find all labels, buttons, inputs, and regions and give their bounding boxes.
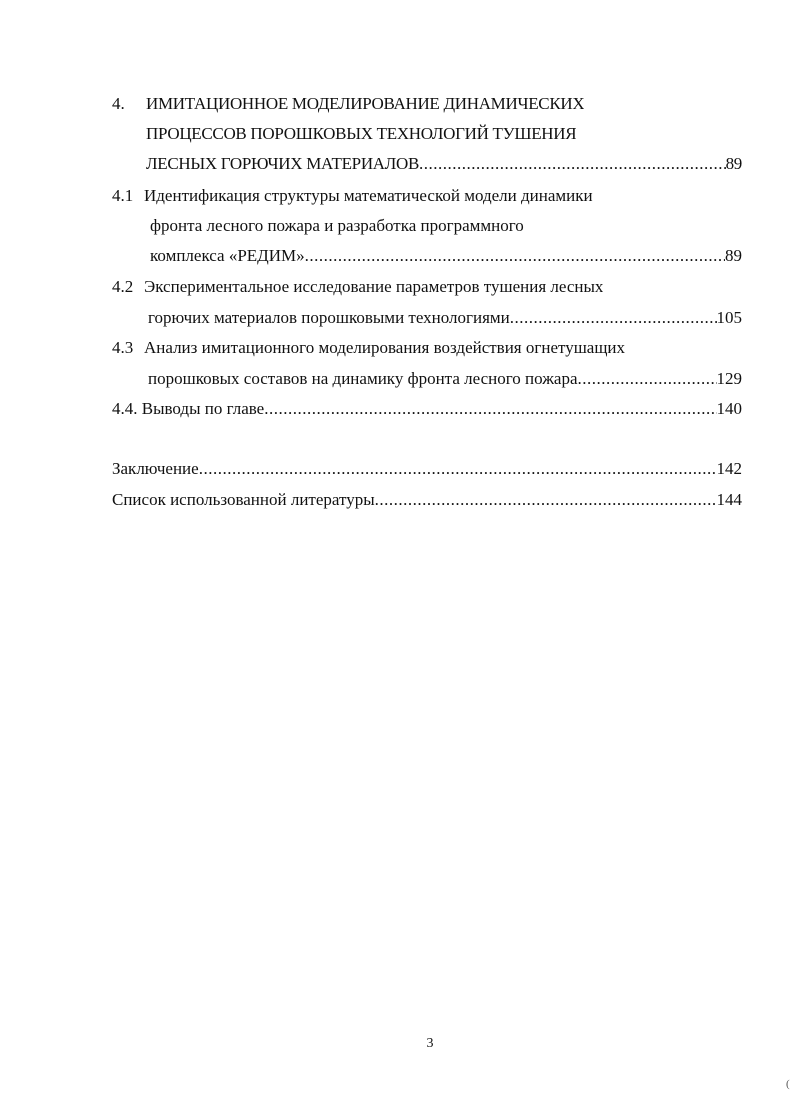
section-4-1-title-line-2 xyxy=(150,216,524,236)
conclusion-leader-dots xyxy=(199,459,717,479)
section-4-1-leader-dots xyxy=(305,246,725,266)
section-4-3-leader-dots xyxy=(578,369,717,389)
section-4-3-entry[interactable] xyxy=(148,369,742,389)
section-4-2-page: 105 xyxy=(716,308,742,327)
section-4-2-leader-dots xyxy=(510,308,717,328)
section-4-1-number-text: 4.1 xyxy=(112,186,134,205)
section-4-1-entry[interactable] xyxy=(150,246,742,266)
section-4-3-title-line-1 xyxy=(144,338,625,358)
section-4-1-page: 89 xyxy=(725,246,742,265)
section-4-3-page: 129 xyxy=(716,369,742,388)
section-4-1-title-line-3: комплекса «РЕДИМ» xyxy=(150,246,305,265)
chapter-4-title-line-1-text: ИМИТАЦИОННОЕ МОДЕЛИРОВАНИЕ ДИНАМИЧЕСКИХ xyxy=(146,94,585,113)
page-number: 3 xyxy=(426,1036,434,1051)
section-4-1-number xyxy=(112,186,133,206)
section-4-1-title-line-2-text: фронта лесного пожара и разработка программного xyxy=(150,216,524,235)
section-4-3-number xyxy=(112,338,133,358)
references-entry[interactable] xyxy=(112,490,742,510)
chapter-4-title-line-2-text: ПРОЦЕССОВ ПОРОШКОВЫХ ТЕХНОЛОГИЙ ТУШЕНИЯ xyxy=(146,124,577,143)
chapter-4-number xyxy=(112,94,125,114)
conclusion-page: 142 xyxy=(716,459,742,478)
section-4-2-title-line-1 xyxy=(144,277,603,297)
section-4-1-title-line-1 xyxy=(144,186,593,206)
references-leader-dots xyxy=(375,490,717,510)
conclusion-entry[interactable] xyxy=(112,459,742,479)
section-4-3-number-text: 4.3 xyxy=(112,338,134,357)
chapter-4-page: 89 xyxy=(725,154,742,173)
section-4-1-title-line-1-text: Идентификация структуры математической модели динамики xyxy=(144,186,593,205)
chapter-4-number-text: 4. xyxy=(112,94,125,113)
section-4-2-number-text: 4.2 xyxy=(112,277,134,296)
section-4-3-title-line-2: порошковых составов на динамику фронта лесного пожара xyxy=(148,369,578,388)
section-4-4-page: 140 xyxy=(716,399,742,418)
references-title: Список использованной литературы xyxy=(112,490,375,509)
section-4-4-entry[interactable] xyxy=(112,399,742,419)
conclusion-title: Заключение xyxy=(112,459,199,478)
chapter-4-leader-dots xyxy=(419,154,726,174)
section-4-3-title-line-1-text: Анализ имитационного моделирования воздействия огнетушащих xyxy=(144,338,626,357)
section-4-2-title-line-2: горючих материалов порошковыми технологиями xyxy=(148,308,510,327)
corner-mark: ( xyxy=(786,1078,790,1090)
chapter-4-title-line-3: ЛЕСНЫХ ГОРЮЧИХ МАТЕРИАЛОВ xyxy=(146,154,420,173)
chapter-4-title-line-1 xyxy=(146,94,584,114)
chapter-4-title-line-2 xyxy=(146,124,576,144)
section-4-2-number xyxy=(112,277,133,297)
section-4-4-title: 4.4. Выводы по главе xyxy=(112,399,265,418)
section-4-2-title-line-1-text: Экспериментальное исследование параметров тушения лесных xyxy=(144,277,604,296)
references-page: 144 xyxy=(716,490,742,509)
section-4-4-leader-dots xyxy=(264,399,716,419)
section-4-2-entry[interactable] xyxy=(148,308,742,328)
chapter-4-entry[interactable] xyxy=(146,154,742,174)
